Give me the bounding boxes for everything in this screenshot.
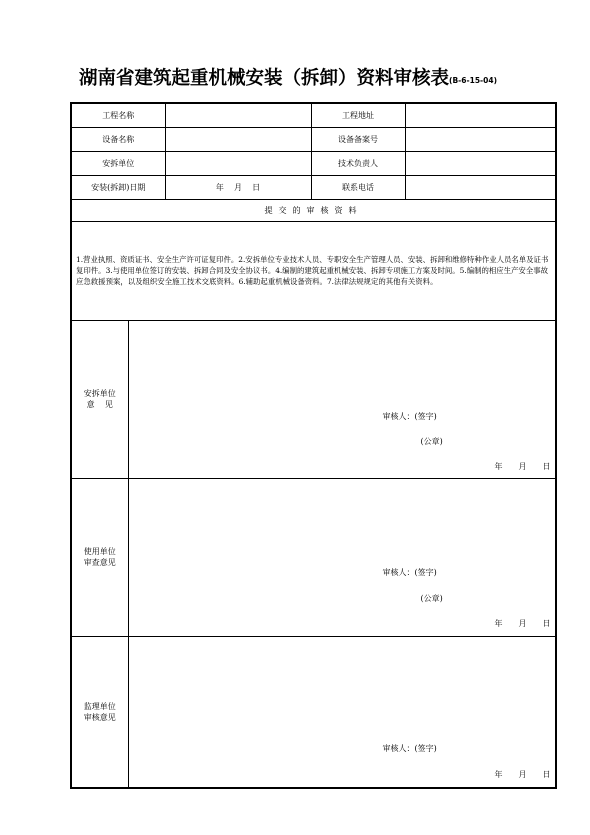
review-form-table [70,102,557,789]
opinion-label-line2: 审查意见 [83,558,116,567]
label-project-address: 工程地址 [311,103,405,127]
date-year-label: 年 [494,769,503,779]
opinion-label-user [71,478,128,636]
opinion-row-user [71,478,556,636]
opinion-area-user[interactable] [128,478,556,636]
opinion-area-installer[interactable] [128,320,556,478]
materials-list: 1.营业执照、资质证书、安全生产许可证复印件。2.安拆单位专业技术人员、专职安全生产管理人员、安装、拆卸和维修特种作业人员名单及证书复印件。3.与使用单位签订的安装、拆卸合同及安全协议书。4.编制的建筑起重机械安装、拆卸专项施工方案及时间。5.编制的相应生产安全事故应急救援预案，以及组织安全施工技术交底资料。6.辅助起重机械设备资料。7.法律法规规定的其他有关资料。 [71,221,556,320]
opinion-label-line1: 使用单位 [83,547,116,556]
label-equipment-name: 设备名称 [71,127,165,151]
label-equipment-record-no: 设备备案号 [311,127,405,151]
section-header: 提交的审核资料 [71,199,556,221]
opinion-label-line2: 意 见 [86,400,113,409]
value-project-name[interactable] [165,103,311,127]
opinion-label-installer [71,320,128,478]
form-code: (B-6-15-04) [449,76,498,85]
info-row-equipment [71,127,556,151]
label-project-name: 工程名称 [71,103,165,127]
value-equipment-name[interactable] [165,127,311,151]
info-row-date [71,175,556,199]
opinion-area-supervisor[interactable] [128,636,556,788]
date-month-label: 月 [518,461,527,471]
reviewer-signature-label: 审核人：(签字) [382,411,437,421]
date-day-label: 日 [542,769,551,779]
value-technical-lead[interactable] [405,151,556,175]
label-contact-phone: 联系电话 [311,175,405,199]
official-seal-label: (公章) [420,436,443,446]
opinion-label-supervisor [71,636,128,788]
label-install-date: 安装(拆卸)日期 [71,175,165,199]
materials-row [71,221,556,320]
info-row-project [71,103,556,127]
official-seal-label: (公章) [420,593,443,603]
opinion-label-line1: 监理单位 [83,701,116,711]
label-technical-lead: 技术负责人 [311,151,405,175]
date-month-label: 月 [518,769,527,779]
opinion-row-installer [71,320,556,478]
date-month-label: 月 [518,618,527,628]
value-installer-unit[interactable] [165,151,311,175]
reviewer-signature-label: 审核人：(签字) [382,743,437,753]
opinion-row-supervisor [71,636,556,788]
date-day-label: 日 [542,461,551,471]
info-row-installer [71,151,556,175]
opinion-label-line1: 安拆单位 [83,389,116,398]
value-contact-phone[interactable] [405,175,556,199]
opinion-label-line2: 审核意见 [83,712,116,722]
reviewer-signature-label: 审核人：(签字) [382,567,437,577]
date-day-label: 日 [542,618,551,628]
value-project-address[interactable] [405,103,556,127]
label-installer-unit: 安拆单位 [71,151,165,175]
date-year-label: 年 [494,461,503,471]
form-title-main: 湖南省建筑起重机械安装（拆卸）资料审核表 [79,68,450,89]
section-header-row [71,199,556,221]
form-title [79,64,559,92]
value-install-date[interactable]: 年 月 日 [165,175,311,199]
date-year-label: 年 [494,618,503,628]
value-equipment-record-no[interactable] [405,127,556,151]
